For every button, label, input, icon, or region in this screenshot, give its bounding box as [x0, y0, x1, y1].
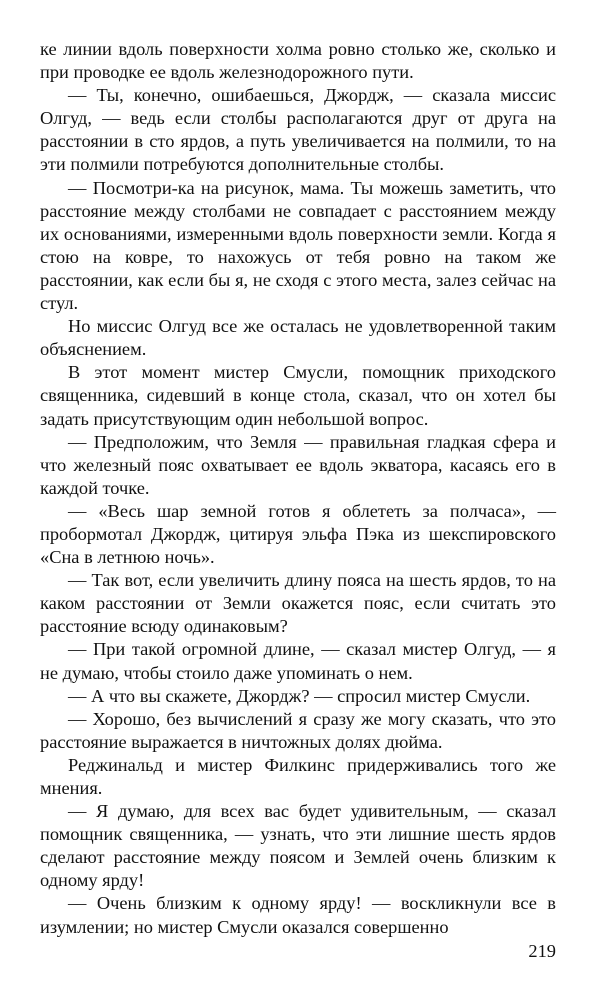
paragraph: Реджинальд и мистер Филкинс придерживались того же мнения.	[40, 754, 556, 798]
paragraph: В этот момент мистер Смусли, помощник приходского священника, сидевший в конце стола, сказал, что он хотел бы задать присутствующим один небольшой вопрос.	[40, 362, 556, 429]
page-number: 219	[528, 941, 556, 961]
paragraph: — Посмотри-ка на рисунок, мама. Ты можешь заметить, что расстояние между столбами не совпадает с расстоянием между их основаниями, измеренными вдоль поверхности земли. Когда я стою на ковре, то нахожусь от тебя ровно на таком же расстоянии, как если бы я, не сходя с этого места, залез сейчас на стул.	[40, 177, 556, 314]
paragraph: Но миссис Олгуд все же осталась не удовлетворенной таким объяснением.	[40, 316, 556, 360]
paragraph: — Ты, конечно, ошибаешься, Джордж, — сказала миссис Олгуд, — ведь если столбы располагаются друг от друга на расстоянии в сто ярдов, а путь увеличивается на полмили, то на эти полмили потребуются дополнительные столбы.	[40, 85, 556, 175]
paragraph: — Предположим, что Земля — правильная гладкая сфера и что железный пояс охватывает ее вдоль экватора, касаясь его в каждой точке.	[40, 431, 556, 498]
paragraph-continuation: ке линии вдоль поверхности холма ровно столько же, сколько и при проводке ее вдоль железнодорожного пути.	[40, 39, 556, 83]
paragraph: — Я думаю, для всех вас будет удивительным, — сказал помощник священника, — узнать, что эти лишние шесть ярдов сделают расстояние между поясом и Землей очень близким к одному ярду!	[40, 801, 556, 891]
paragraph: — А что вы скажете, Джордж? — спросил мистер Смусли.	[68, 685, 531, 706]
paragraph: — Так вот, если увеличить длину пояса на шесть ярдов, то на каком расстоянии от Земли окажется пояс, если считать это расстояние всюду одинаковым?	[40, 570, 556, 637]
paragraph: — Хорошо, без вычислений я сразу же могу сказать, что это расстояние выражается в ничтожных долях дюйма.	[40, 708, 556, 752]
paragraph: — «Весь шар земной готов я облететь за полчаса», — пробормотал Джордж, цитируя эльфа Пэка из шекспировского «Сна в летнюю ночь».	[40, 500, 556, 568]
paragraph: — При такой огромной длине, — сказал мистер Олгуд, — я не думаю, чтобы стоило даже упоминать о нем.	[40, 639, 556, 683]
body-text	[40, 38, 556, 939]
paragraph: — Очень близким к одному ярду! — воскликнули все в изумлении; но мистер Смусли оказался совершенно	[40, 893, 556, 937]
